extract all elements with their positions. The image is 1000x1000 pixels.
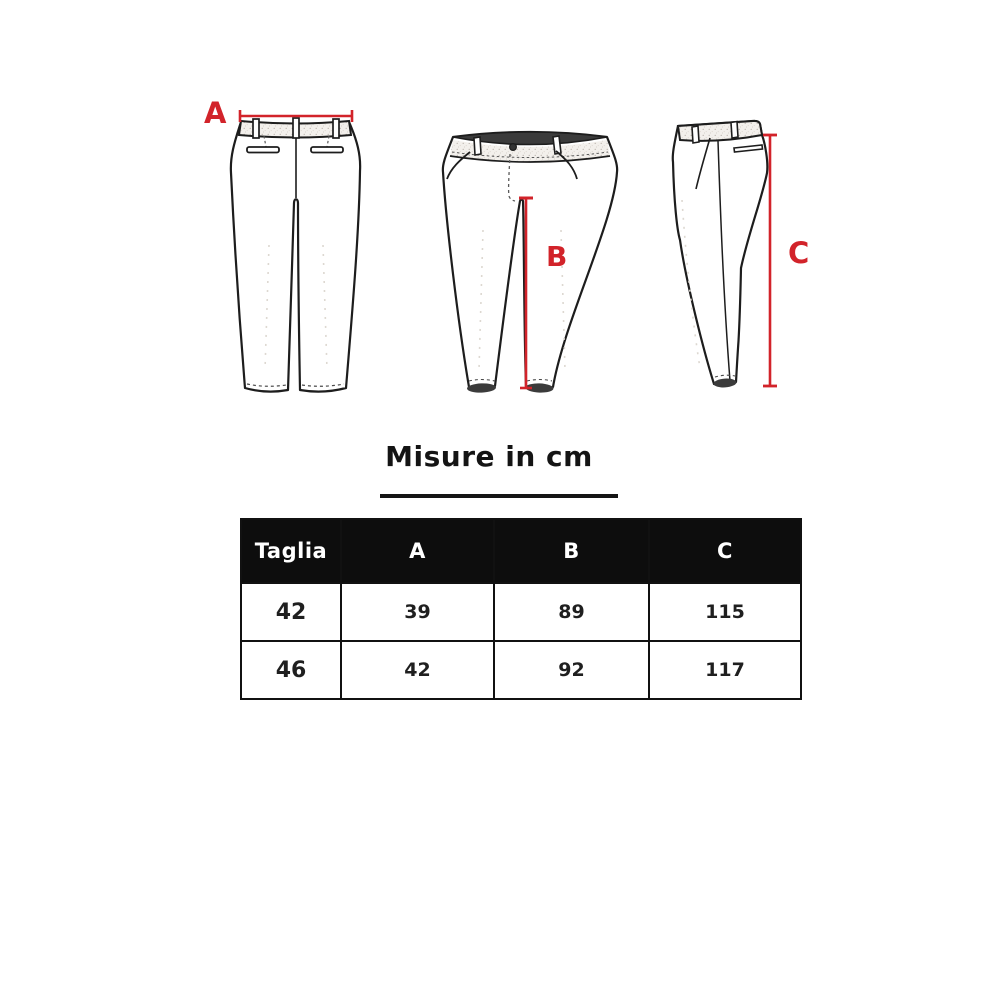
col-header-b: B <box>494 519 649 583</box>
side-waistband <box>678 121 762 141</box>
belt-loop <box>293 118 299 138</box>
table-header-row <box>241 519 801 583</box>
belt-loop <box>253 119 259 138</box>
belt-loop <box>692 126 699 143</box>
back-pocket <box>247 147 279 153</box>
measure-c-value: 115 <box>649 583 801 641</box>
side-pants-outline <box>673 121 768 386</box>
measure-label-a: A <box>204 96 227 130</box>
measure-label-c: C <box>788 236 810 270</box>
measure-label-b: B <box>546 240 568 273</box>
col-header-c: C <box>649 519 801 583</box>
back-pocket <box>311 147 343 153</box>
title-underline <box>380 494 618 498</box>
measure-c-value: 117 <box>649 641 801 699</box>
size-table <box>240 518 802 700</box>
col-header-taglia: Taglia <box>241 519 341 583</box>
size-value: 42 <box>241 583 341 641</box>
waist-button <box>510 144 517 151</box>
measure-b-value: 92 <box>494 641 649 699</box>
measure-b-value: 89 <box>494 583 649 641</box>
col-header-a: A <box>341 519 494 583</box>
belt-loop <box>333 119 339 138</box>
pants-front-view-diagram <box>420 100 640 410</box>
table-row-size-42 <box>241 583 801 641</box>
pants-side-view-diagram <box>660 110 840 400</box>
pants-back-view-diagram <box>195 85 395 415</box>
page-title: Misure in cm <box>385 440 593 473</box>
table-row-size-46 <box>241 641 801 699</box>
belt-loop <box>474 137 481 155</box>
measure-a-value: 39 <box>341 583 494 641</box>
size-value: 46 <box>241 641 341 699</box>
front-pants-outline <box>443 132 617 389</box>
measure-a-value: 42 <box>341 641 494 699</box>
belt-loop <box>731 122 738 139</box>
